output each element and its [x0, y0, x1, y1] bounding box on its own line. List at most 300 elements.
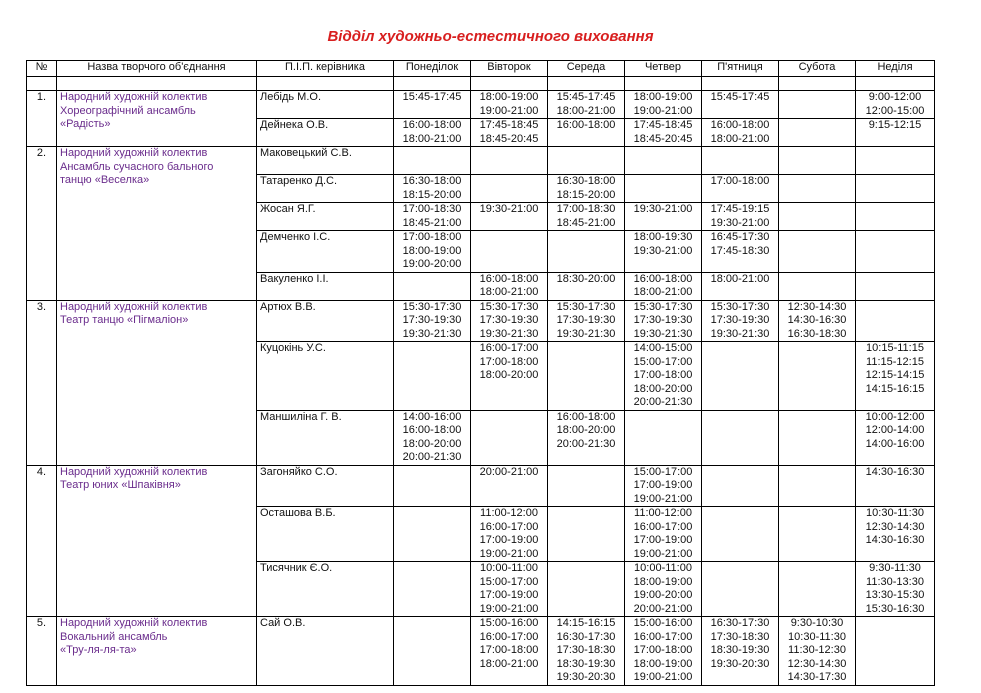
group-name-line: Народний художній колектив [60, 91, 208, 103]
time-slot: 15:00-16:00 [479, 617, 539, 629]
spacer-cell [779, 77, 856, 91]
table-row [27, 465, 935, 507]
time-slot: 20:00-21:30 [402, 451, 462, 463]
time-slot: 16:00-18:00 [402, 119, 462, 131]
time-slot: 9:30-11:30 [869, 562, 921, 574]
time-cell [625, 507, 702, 562]
time-cell [548, 507, 625, 562]
time-slot: 19:30-21:30 [710, 327, 770, 340]
time-cell [702, 300, 779, 342]
time-cell [394, 175, 471, 203]
time-cell [394, 203, 471, 231]
time-cell [625, 300, 702, 342]
time-cell [394, 272, 471, 300]
time-slot: 10:15-11:15 [866, 342, 924, 354]
time-cell [779, 203, 856, 231]
time-slot: 19:00-20:00 [402, 258, 462, 270]
time-slot: 18:45-20:45 [633, 132, 693, 145]
group-name-line: танцю «Веселка» [60, 174, 150, 186]
schedule-table [26, 60, 935, 686]
leader-name: Осташова В.Б. [257, 507, 394, 562]
time-cell [548, 562, 625, 617]
leader-name: Татаренко Д.С. [257, 175, 394, 203]
time-cell [548, 272, 625, 300]
time-slot: 19:00-20:00 [633, 589, 693, 601]
time-cell [625, 175, 702, 203]
time-slot: 15:30-17:30 [402, 300, 462, 313]
schedule-body [27, 77, 935, 686]
spacer-cell [625, 77, 702, 91]
time-slot: 17:00-19:00 [633, 479, 693, 491]
header-row [27, 61, 935, 77]
group-number: 4. [27, 465, 57, 617]
group-number: 3. [27, 300, 57, 465]
time-slot: 18:30-19:30 [710, 644, 770, 656]
time-slot: 9:15-12:15 [868, 119, 922, 131]
time-slot: 19:00-21:00 [479, 104, 539, 117]
time-slot: 16:30-18:00 [556, 175, 616, 187]
time-cell [394, 507, 471, 562]
time-cell [471, 507, 548, 562]
time-slot: 17:00-18:00 [633, 369, 693, 381]
time-cell [471, 300, 548, 342]
time-cell [394, 91, 471, 119]
time-slot: 18:00-21:00 [479, 657, 539, 670]
time-slot: 16:45-17:30 [710, 231, 770, 243]
time-cell [471, 203, 548, 231]
time-cell [471, 617, 548, 686]
time-slot: 12:15-14:15 [865, 369, 925, 381]
time-cell [394, 617, 471, 686]
group-name-line: «Тру-ля-ля-та» [60, 644, 137, 656]
spacer-cell [57, 77, 257, 91]
time-slot: 18:30-19:30 [556, 657, 616, 670]
time-slot: 16:00-17:00 [479, 630, 539, 643]
leader-name: Лебідь М.О. [257, 91, 394, 119]
time-slot: 18:00-19:00 [633, 657, 693, 670]
time-cell [471, 410, 548, 465]
time-cell [702, 507, 779, 562]
header-cell: Вівторок [471, 61, 548, 77]
group-name-line: Театр юних «Шпаківня» [60, 479, 181, 491]
time-slot: 12:30-14:30 [865, 520, 925, 533]
time-slot: 11:30-13:30 [866, 575, 924, 588]
time-slot: 19:30-20:30 [556, 671, 616, 683]
group-number: 5. [27, 617, 57, 686]
group-name-line: Вокальний ансамбль [60, 630, 168, 643]
time-slot: 14:00-16:00 [402, 410, 462, 423]
time-cell [856, 272, 935, 300]
header-cell: Неділя [856, 61, 935, 77]
group-name-line: Народний художній колектив [60, 300, 208, 313]
time-slot: 11:15-12:15 [866, 355, 924, 368]
time-cell [856, 91, 935, 119]
time-slot: 17:30-19:30 [479, 314, 539, 326]
group-name [57, 617, 257, 686]
time-cell [702, 91, 779, 119]
time-slot: 17:30-19:30 [633, 314, 693, 326]
time-cell [625, 465, 702, 507]
time-cell [394, 410, 471, 465]
time-cell [856, 119, 935, 147]
table-row [27, 300, 935, 342]
spacer-cell [548, 77, 625, 91]
time-slot: 16:00-18:00 [402, 424, 462, 436]
time-slot: 17:00-19:00 [479, 589, 539, 601]
time-slot: 17:30-19:30 [710, 314, 770, 326]
group-name-line: Хореографічний ансамбль [60, 104, 196, 117]
time-slot: 16:00-17:00 [479, 342, 539, 354]
time-slot: 20:00-21:30 [633, 396, 693, 408]
time-slot: 18:00-21:00 [479, 286, 539, 298]
time-cell [625, 147, 702, 175]
leader-name: Артюх В.В. [257, 300, 394, 342]
time-cell [856, 147, 935, 175]
header-cell: Назва творчого об'єднання [57, 61, 257, 77]
time-slot: 17:45-19:15 [710, 203, 770, 215]
time-slot: 16:30-17:30 [556, 630, 616, 643]
time-slot: 18:00-19:00 [479, 91, 539, 103]
time-slot: 19:30-21:30 [402, 327, 462, 340]
time-slot: 15:00-17:00 [633, 465, 693, 478]
time-cell [394, 119, 471, 147]
leader-name: Тисячник Є.О. [257, 562, 394, 617]
time-cell [856, 617, 935, 686]
time-cell [548, 175, 625, 203]
time-cell [548, 147, 625, 175]
time-cell [779, 507, 856, 562]
group-number: 2. [27, 147, 57, 301]
time-slot: 18:00-21:00 [710, 272, 770, 285]
time-cell [548, 465, 625, 507]
spacer-cell [394, 77, 471, 91]
time-slot: 12:00-14:00 [865, 424, 925, 436]
time-slot: 18:00-19:00 [402, 244, 462, 257]
header-cell: Четвер [625, 61, 702, 77]
time-cell [779, 562, 856, 617]
time-slot: 18:15-20:00 [402, 188, 462, 201]
time-slot: 19:30-21:00 [633, 203, 693, 215]
time-slot: 14:30-16:30 [865, 534, 925, 546]
time-slot: 18:00-19:00 [633, 575, 693, 588]
time-cell [394, 231, 471, 273]
time-cell [702, 410, 779, 465]
time-slot: 20:00-21:00 [479, 465, 539, 478]
header-cell: П'ятниця [702, 61, 779, 77]
time-cell [856, 300, 935, 342]
time-slot: 18:00-20:00 [402, 437, 462, 450]
time-slot: 20:00-21:00 [633, 602, 693, 615]
time-slot: 18:30-20:00 [556, 272, 616, 285]
time-slot: 16:00-18:00 [633, 272, 693, 285]
time-slot: 19:30-21:30 [479, 327, 539, 340]
time-cell [702, 147, 779, 175]
time-slot: 18:00-19:00 [633, 91, 693, 103]
time-slot: 14:00-15:00 [633, 342, 693, 354]
time-slot: 10:00-11:00 [634, 562, 692, 574]
time-cell [625, 119, 702, 147]
leader-name: Жосан Я.Г. [257, 203, 394, 231]
time-slot: 14:15-16:15 [865, 382, 925, 395]
time-slot: 14:30-16:30 [787, 314, 847, 326]
time-slot: 18:00-21:00 [402, 132, 462, 145]
group-name [57, 91, 257, 147]
time-cell [779, 91, 856, 119]
spacer-cell [257, 77, 394, 91]
time-slot: 17:00-19:00 [633, 534, 693, 546]
time-cell [625, 562, 702, 617]
time-cell [625, 272, 702, 300]
time-slot: 18:00-19:30 [633, 231, 693, 243]
leader-name: Маковецький С.В. [257, 147, 394, 175]
leader-name: Куцокінь У.С. [257, 342, 394, 411]
group-name-line: Театр танцю «Пігмаліон» [60, 314, 189, 326]
group-name-line: Народний художній колектив [60, 617, 208, 629]
time-cell [856, 410, 935, 465]
time-cell [856, 465, 935, 507]
time-slot: 18:45-20:45 [479, 132, 539, 145]
time-slot: 16:00-18:00 [556, 410, 616, 423]
time-cell [471, 465, 548, 507]
time-slot: 11:00-12:00 [634, 507, 692, 519]
group-name [57, 465, 257, 617]
time-cell [856, 175, 935, 203]
time-slot: 16:00-18:00 [556, 119, 616, 131]
time-slot: 17:30-19:30 [556, 314, 616, 326]
time-slot: 19:00-21:00 [633, 492, 693, 505]
time-cell [625, 203, 702, 231]
time-slot: 18:00-21:00 [633, 286, 693, 298]
time-slot: 15:00-16:00 [633, 617, 693, 629]
time-slot: 14:30-17:30 [787, 671, 847, 683]
time-cell [702, 175, 779, 203]
time-cell [471, 562, 548, 617]
time-cell [394, 147, 471, 175]
time-slot: 18:15-20:00 [556, 188, 616, 201]
leader-name: Загоняйко С.О. [257, 465, 394, 507]
time-slot: 18:45-21:00 [556, 216, 616, 229]
time-slot: 20:00-21:30 [556, 437, 616, 450]
time-slot: 17:30-18:30 [556, 644, 616, 656]
time-slot: 16:00-17:00 [633, 520, 693, 533]
spacer-cell [27, 77, 57, 91]
time-slot: 12:00-15:00 [865, 104, 925, 117]
time-cell [471, 231, 548, 273]
time-cell [779, 342, 856, 411]
header-cell: Середа [548, 61, 625, 77]
time-slot: 15:45-17:45 [556, 91, 616, 103]
table-row [27, 617, 935, 686]
time-slot: 17:00-19:00 [479, 534, 539, 546]
time-slot: 15:30-17:30 [479, 300, 539, 313]
time-slot: 16:30-18:30 [787, 327, 847, 340]
time-cell [548, 342, 625, 411]
time-slot: 19:00-21:00 [479, 602, 539, 615]
time-cell [548, 119, 625, 147]
time-cell [702, 272, 779, 300]
time-cell [548, 617, 625, 686]
time-slot: 17:45-18:45 [479, 119, 539, 131]
time-slot: 17:45-18:45 [633, 119, 693, 131]
time-slot: 10:00-12:00 [865, 410, 925, 423]
time-slot: 15:00-17:00 [633, 355, 693, 368]
time-slot: 17:30-18:30 [710, 630, 770, 643]
time-cell [702, 562, 779, 617]
time-slot: 9:30-10:30 [790, 617, 844, 629]
time-slot: 17:30-19:30 [402, 314, 462, 326]
time-slot: 15:30-17:30 [633, 300, 693, 313]
time-cell [856, 562, 935, 617]
time-cell [702, 342, 779, 411]
time-slot: 17:45-18:30 [710, 244, 770, 257]
header-cell: П.І.П. керівника [257, 61, 394, 77]
leader-name: Сай О.В. [257, 617, 394, 686]
time-cell [702, 465, 779, 507]
time-slot: 16:00-17:00 [479, 520, 539, 533]
time-slot: 17:00-18:00 [479, 644, 539, 656]
time-slot: 15:30-17:30 [556, 300, 616, 313]
time-cell [471, 119, 548, 147]
time-slot: 10:00-11:00 [480, 562, 538, 574]
spacer-cell [702, 77, 779, 91]
time-slot: 19:00-21:00 [633, 104, 693, 117]
time-cell [625, 91, 702, 119]
header-cell: Субота [779, 61, 856, 77]
time-slot: 18:00-21:00 [556, 104, 616, 117]
leader-name: Демченко І.С. [257, 231, 394, 273]
leader-name: Маншиліна Г. В. [257, 410, 394, 465]
spacer-cell [471, 77, 548, 91]
time-slot: 15:45-17:45 [402, 91, 462, 103]
time-cell [394, 300, 471, 342]
leader-name: Дейнека О.В. [257, 119, 394, 147]
time-slot: 17:00-18:00 [402, 231, 462, 243]
time-slot: 19:30-20:30 [710, 657, 770, 670]
time-cell [856, 231, 935, 273]
time-slot: 18:00-20:00 [633, 382, 693, 395]
time-slot: 17:00-18:30 [556, 203, 616, 215]
time-slot: 19:30-21:00 [633, 244, 693, 257]
time-slot: 15:30-17:30 [710, 300, 770, 313]
time-cell [779, 175, 856, 203]
time-cell [779, 231, 856, 273]
time-cell [702, 617, 779, 686]
time-cell [471, 342, 548, 411]
time-slot: 17:00-18:00 [710, 175, 770, 187]
time-cell [702, 203, 779, 231]
time-cell [779, 465, 856, 507]
time-cell [702, 231, 779, 273]
time-cell [779, 147, 856, 175]
time-slot: 11:30-12:30 [788, 644, 846, 656]
time-slot: 18:00-20:00 [479, 369, 539, 381]
time-slot: 19:00-21:00 [633, 671, 693, 683]
time-cell [471, 147, 548, 175]
time-slot: 19:30-21:30 [633, 327, 693, 340]
time-cell [548, 91, 625, 119]
time-slot: 16:30-18:00 [402, 175, 462, 187]
time-slot: 18:00-21:00 [710, 132, 770, 145]
time-slot: 14:00-16:00 [865, 437, 925, 450]
time-slot: 16:00-18:00 [710, 119, 770, 131]
time-slot: 11:00-12:00 [480, 507, 538, 519]
table-row [27, 91, 935, 119]
header-cell: № [27, 61, 57, 77]
time-cell [856, 507, 935, 562]
time-slot: 19:00-21:00 [633, 547, 693, 560]
time-cell [702, 119, 779, 147]
group-name-line: Ансамбль сучасного бального [60, 160, 214, 173]
time-slot: 15:45-17:45 [710, 91, 770, 103]
time-cell [548, 231, 625, 273]
time-cell [779, 300, 856, 342]
header-cell: Понеділок [394, 61, 471, 77]
time-cell [625, 342, 702, 411]
time-slot: 16:30-17:30 [710, 617, 770, 629]
group-name-line: Народний художній колектив [60, 147, 208, 159]
time-slot: 14:15-16:15 [556, 617, 616, 629]
group-name-line: «Радість» [60, 118, 111, 130]
time-slot: 18:00-20:00 [556, 424, 616, 436]
time-slot: 15:30-16:30 [865, 602, 925, 615]
time-cell [856, 203, 935, 231]
time-slot: 17:00-18:00 [633, 644, 693, 656]
time-slot: 12:30-14:30 [787, 300, 847, 313]
group-name [57, 147, 257, 301]
time-cell [471, 91, 548, 119]
group-number: 1. [27, 91, 57, 147]
time-slot: 17:00-18:00 [479, 355, 539, 368]
group-name-line: Народний художній колектив [60, 465, 208, 478]
time-slot: 9:00-12:00 [868, 91, 922, 103]
time-cell [471, 272, 548, 300]
time-cell [548, 300, 625, 342]
time-slot: 16:00-17:00 [633, 630, 693, 643]
spacer-cell [856, 77, 935, 91]
time-slot: 15:00-17:00 [479, 575, 539, 588]
time-cell [394, 342, 471, 411]
time-slot: 18:45-21:00 [402, 216, 462, 229]
time-cell [625, 617, 702, 686]
group-name [57, 300, 257, 465]
time-slot: 19:30-21:00 [710, 216, 770, 229]
time-cell [779, 119, 856, 147]
time-cell [779, 617, 856, 686]
time-slot: 10:30-11:30 [788, 630, 846, 643]
time-cell [779, 410, 856, 465]
spacer-row [27, 77, 935, 91]
time-cell [394, 562, 471, 617]
time-slot: 19:30-21:30 [556, 327, 616, 340]
time-slot: 19:00-21:00 [479, 547, 539, 560]
page-title: Відділ художньо-естестичного виховання [327, 28, 654, 45]
leader-name: Вакуленко І.І. [257, 272, 394, 300]
time-slot: 17:00-18:30 [402, 203, 462, 215]
time-cell [625, 231, 702, 273]
time-slot: 16:00-18:00 [479, 272, 539, 285]
time-cell [548, 410, 625, 465]
time-cell [856, 342, 935, 411]
time-cell [394, 465, 471, 507]
time-cell [779, 272, 856, 300]
table-row [27, 147, 935, 175]
time-slot: 13:30-15:30 [865, 589, 925, 601]
time-cell [471, 175, 548, 203]
time-cell [625, 410, 702, 465]
time-slot: 19:30-21:00 [479, 203, 539, 215]
time-cell [548, 203, 625, 231]
time-slot: 14:30-16:30 [865, 465, 925, 478]
